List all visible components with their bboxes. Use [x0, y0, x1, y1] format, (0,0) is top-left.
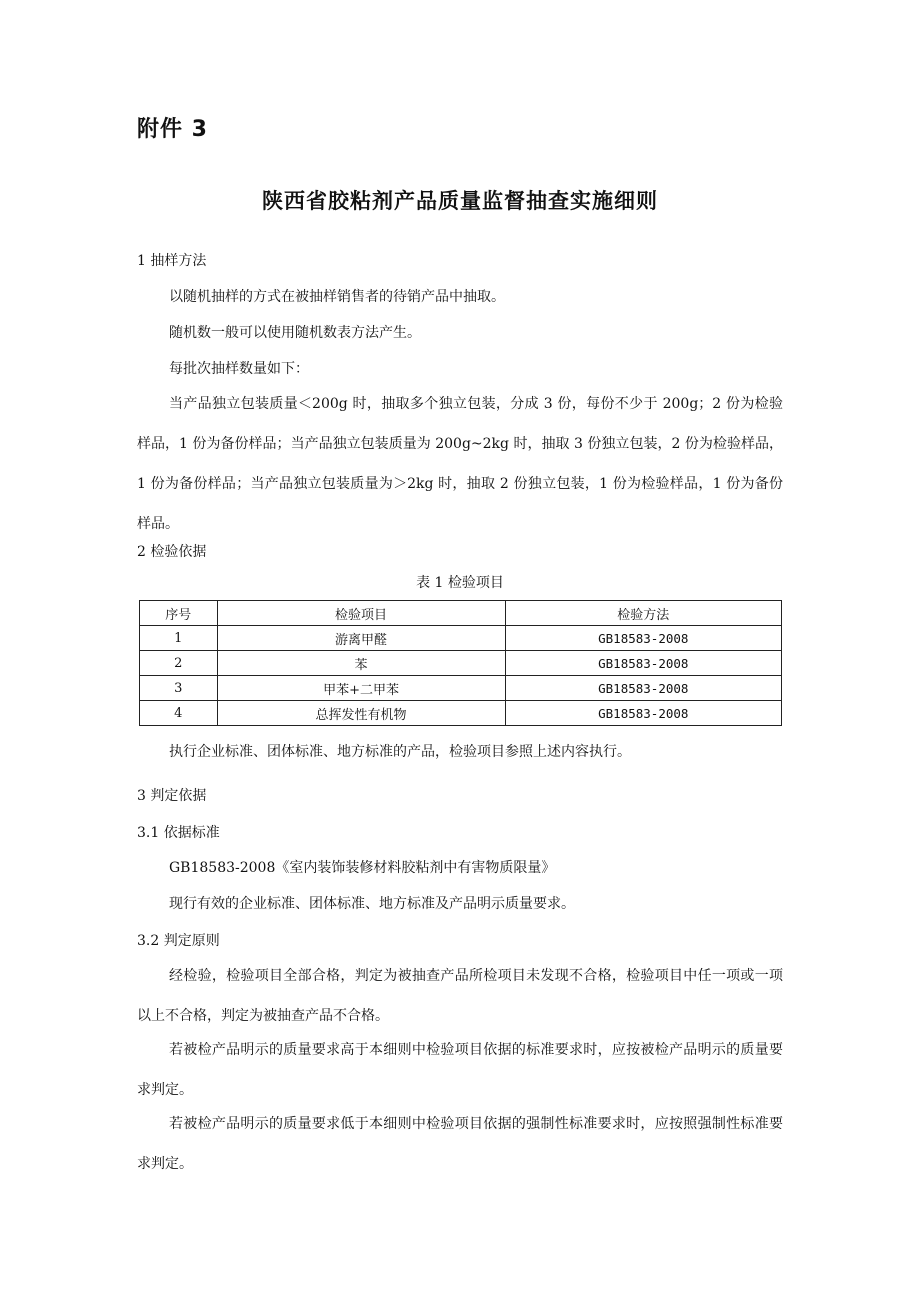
section-2-note: 执行企业标准、团体标准、地方标准的产品，检验项目参照上述内容执行。	[169, 744, 631, 760]
table-cell: 甲苯+二甲苯	[217, 676, 505, 701]
section-3-2-paragraph-1: 经检验，检验项目全部合格，判定为被抽查产品所检项目未发现不合格，检验项目中任一项或一项以上不合格，判定为被抽查产品不合格。	[137, 968, 783, 1024]
table-row	[140, 651, 782, 676]
section-2-heading: 2 检验依据	[137, 544, 207, 560]
table-row	[140, 701, 782, 726]
section-1-paragraph-2: 随机数一般可以使用随机数表方法产生。	[169, 325, 421, 341]
attachment-label: 附件 3	[137, 117, 208, 142]
table-row	[140, 626, 782, 651]
table-cell: 2	[140, 651, 218, 676]
table-cell: 总挥发性有机物	[217, 701, 505, 726]
section-3-1-paragraph-2: 现行有效的企业标准、团体标准、地方标准及产品明示质量要求。	[169, 896, 575, 912]
table-cell: GB18583-2008	[505, 701, 781, 726]
section-3-2-paragraph-2: 若被检产品明示的质量要求高于本细则中检验项目依据的标准要求时，应按被检产品明示的质量要求判定。	[137, 1042, 783, 1098]
table-cell: GB18583-2008	[505, 676, 781, 701]
table-cell: 游离甲醛	[217, 626, 505, 651]
table-cell: 4	[140, 701, 218, 726]
section-3-heading: 3 判定依据	[137, 788, 207, 804]
table-cell: 3	[140, 676, 218, 701]
table-header-cell: 检验项目	[217, 601, 505, 626]
section-1-paragraph-4: 当产品独立包装质量＜200g 时，抽取多个独立包装，分成 3 份，每份不少于 200g；2 份为检验样品，1 份为备份样品；当产品独立包装质量为 200g~2kg 时，抽取 3 份独立包装，2 份为检验样品，1 份为备份样品；当产品独立包装质量为＞2kg 时，抽取 2 份独立包装，1 份为检验样品，1 份为备份样品。	[137, 396, 783, 532]
table-header-cell: 检验方法	[505, 601, 781, 626]
table-row	[140, 676, 782, 701]
inspection-items-table	[139, 600, 782, 726]
table-header-row	[140, 601, 782, 626]
table-cell: 1	[140, 626, 218, 651]
page-title: 陕西省胶粘剂产品质量监督抽查实施细则	[262, 189, 658, 213]
table-caption: 表 1 检验项目	[416, 575, 504, 591]
section-1-heading: 1 抽样方法	[137, 253, 207, 269]
section-3-1-paragraph-1: GB18583-2008《室内装饰装修材料胶粘剂中有害物质限量》	[169, 860, 556, 876]
table-cell: GB18583-2008	[505, 626, 781, 651]
section-3-2-heading: 3.2 判定原则	[137, 933, 220, 949]
section-1-paragraph-1: 以随机抽样的方式在被抽样销售者的待销产品中抽取。	[169, 289, 505, 305]
section-3-2-paragraph-3: 若被检产品明示的质量要求低于本细则中检验项目依据的强制性标准要求时，应按照强制性标准要求判定。	[137, 1116, 783, 1172]
section-3-1-heading: 3.1 依据标准	[137, 825, 220, 841]
table-header-cell: 序号	[140, 601, 218, 626]
section-1-paragraph-3: 每批次抽样数量如下：	[169, 361, 309, 377]
table-cell: 苯	[217, 651, 505, 676]
table-cell: GB18583-2008	[505, 651, 781, 676]
